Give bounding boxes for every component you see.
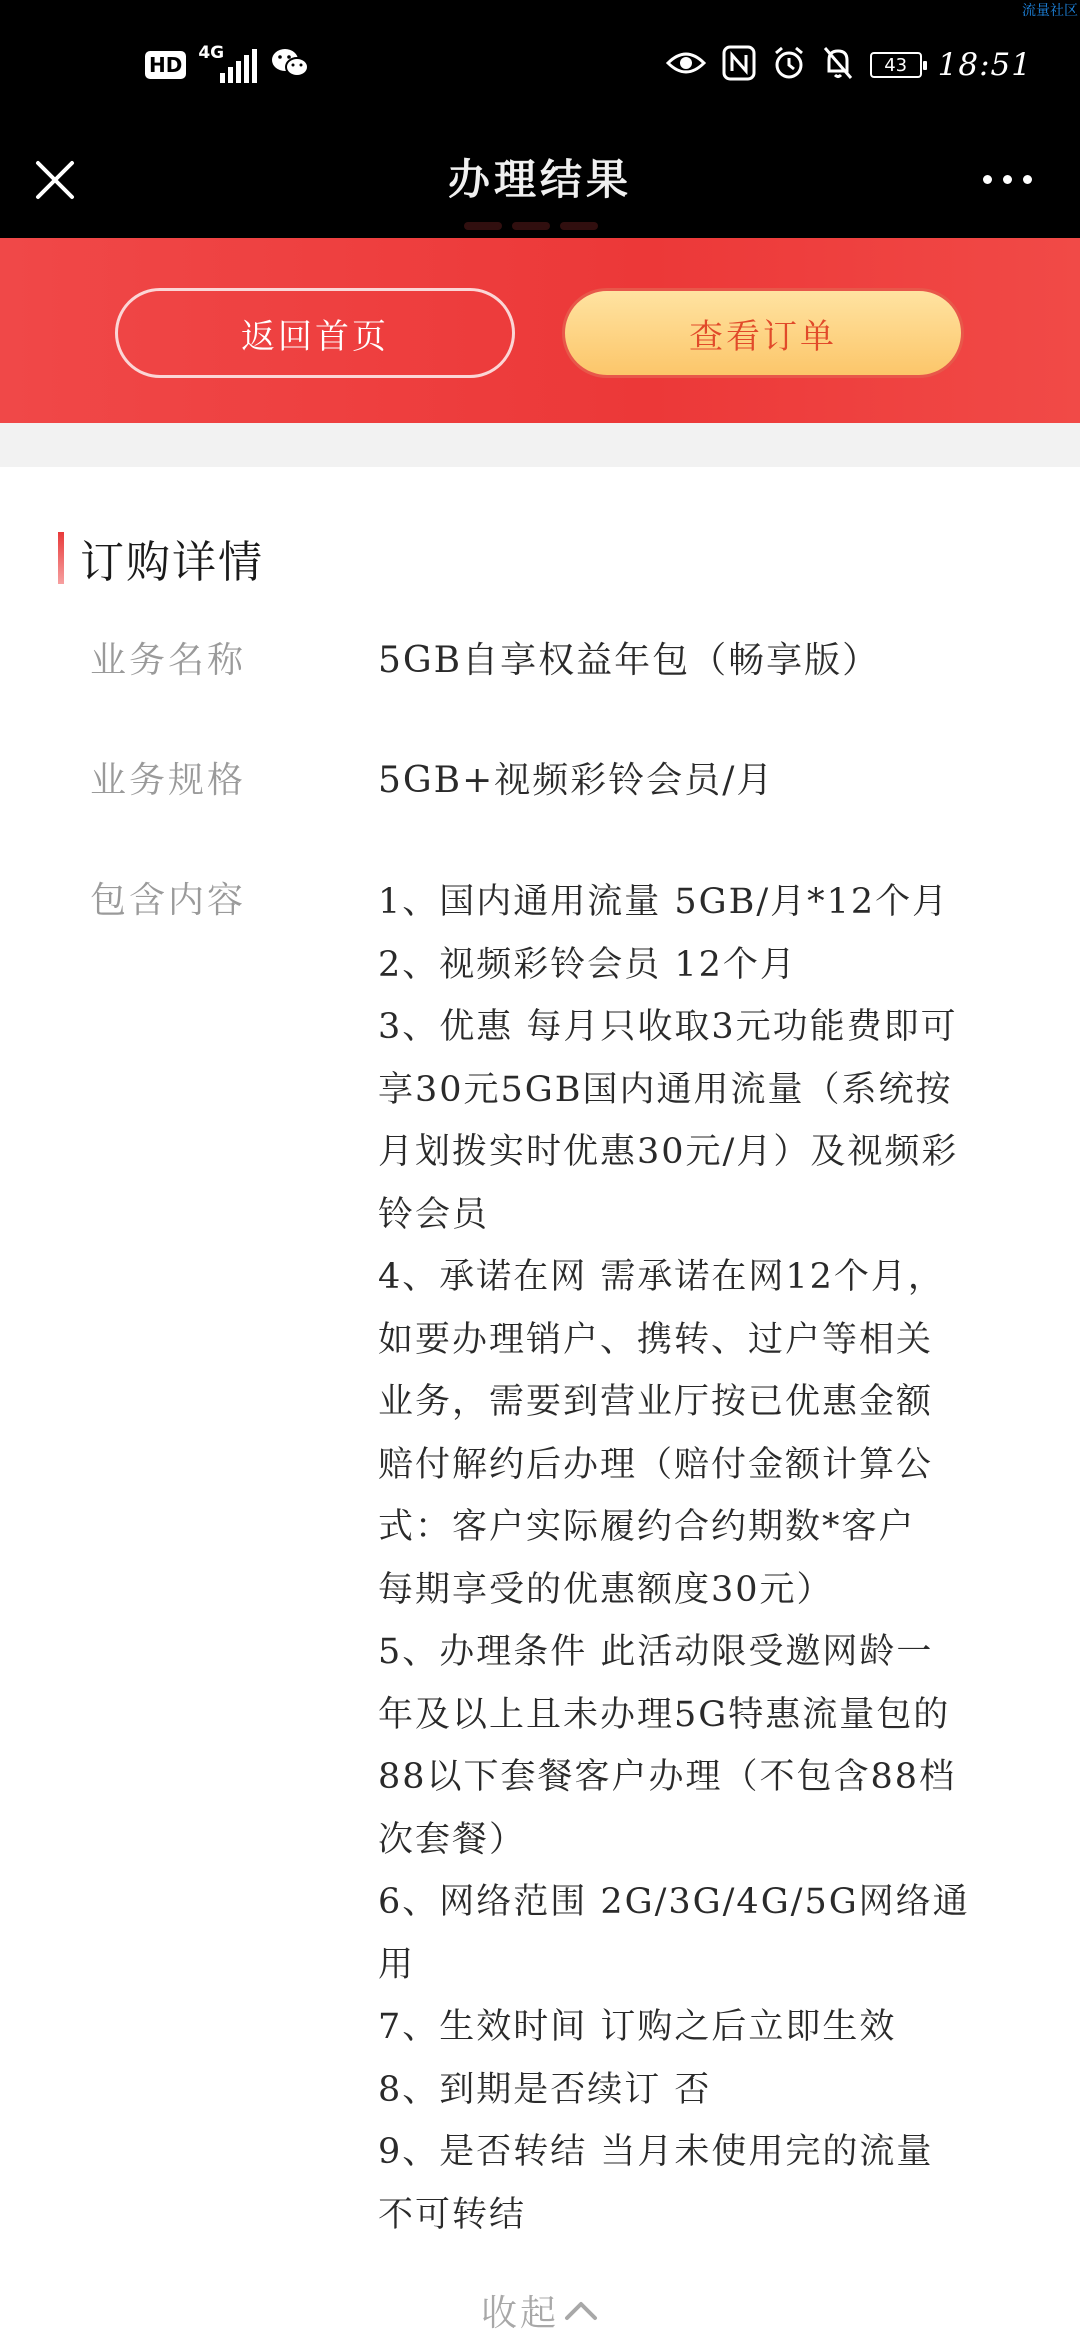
- section-divider: [0, 423, 1080, 467]
- detail-label: 包含内容: [90, 880, 247, 921]
- list-item: 88以下套餐客户办理（不包含88档: [378, 1757, 957, 1797]
- collapse-label: 收起: [480, 2293, 559, 2334]
- content-list: [378, 871, 1018, 2246]
- page-title: 办理结果: [447, 155, 632, 204]
- status-bar: [0, 0, 1080, 135]
- list-item: 9、是否转结 当月未使用完的流量: [378, 2132, 934, 2172]
- list-item: 用: [378, 1944, 416, 1985]
- list-item: 每期享受的优惠额度30元）: [378, 1569, 834, 1610]
- detail-value: 5GB自享权益年包（畅享版）: [378, 640, 881, 681]
- wechat-icon: [270, 46, 310, 84]
- chevron-up-icon: [563, 2290, 599, 2331]
- list-item: 铃会员: [378, 1194, 490, 1235]
- detail-value: 5GB+视频彩铃会员/月: [378, 760, 775, 801]
- list-item: 2、视频彩铃会员 12个月: [378, 944, 797, 985]
- list-item: 不可转结: [378, 2194, 527, 2235]
- list-item: 6、网络范围 2G/3G/4G/5G网络通: [378, 1882, 970, 1922]
- detail-label: 业务规格: [90, 760, 247, 801]
- watermark-label: 流量社区: [1022, 3, 1078, 19]
- list-item: 次套餐）: [378, 1819, 527, 1860]
- list-item: 8、到期是否续订 否: [378, 2069, 712, 2110]
- list-item: 1、国内通用流量 5GB/月*12个月: [378, 882, 950, 922]
- view-order-button[interactable]: 查看订单: [562, 288, 964, 378]
- banner-text-fragment: [460, 218, 620, 240]
- alarm-icon: [772, 45, 806, 85]
- more-icon[interactable]: [983, 175, 1032, 184]
- network-type-label: 4G: [198, 43, 225, 63]
- battery-icon: 43: [870, 52, 922, 78]
- list-item: 5、办理条件 此活动限受邀网龄一: [378, 1632, 934, 1672]
- list-item: 业务，需要到营业厅按已优惠金额: [378, 1382, 934, 1422]
- status-left: [145, 40, 310, 90]
- result-banner: [0, 238, 1080, 423]
- status-right: [666, 40, 1032, 90]
- collapse-button[interactable]: [0, 2285, 1080, 2336]
- detail-label: 业务名称: [90, 640, 247, 681]
- list-item: 如要办理销户、携转、过户等相关: [378, 1319, 934, 1360]
- list-item: 赔付解约后办理（赔付金额计算公: [378, 1444, 934, 1485]
- list-item: 3、优惠 每月只收取3元功能费即可: [378, 1007, 958, 1047]
- list-item: 享30元5GB国内通用流量（系统按: [378, 1069, 953, 1110]
- list-item: 月划拨实时优惠30元/月）及视频彩: [378, 1132, 959, 1172]
- signal-icon: [198, 43, 258, 87]
- section-title: 订购详情: [80, 537, 264, 588]
- return-home-button[interactable]: 返回首页: [115, 288, 515, 378]
- clock: 18:51: [937, 47, 1032, 83]
- hd-badge: HD: [145, 51, 186, 79]
- list-item: 式：客户实际履约合约期数*客户: [378, 1507, 916, 1547]
- eye-icon: [666, 49, 706, 81]
- section-accent-bar: [58, 532, 64, 584]
- mute-icon: [822, 45, 854, 85]
- nfc-icon: [722, 45, 756, 85]
- list-item: 7、生效时间 订购之后立即生效: [378, 2007, 897, 2047]
- list-item: 4、承诺在网 需承诺在网12个月，: [378, 1257, 945, 1297]
- list-item: 年及以上且未办理5G特惠流量包的: [378, 1694, 951, 1735]
- section-heading: [58, 528, 264, 588]
